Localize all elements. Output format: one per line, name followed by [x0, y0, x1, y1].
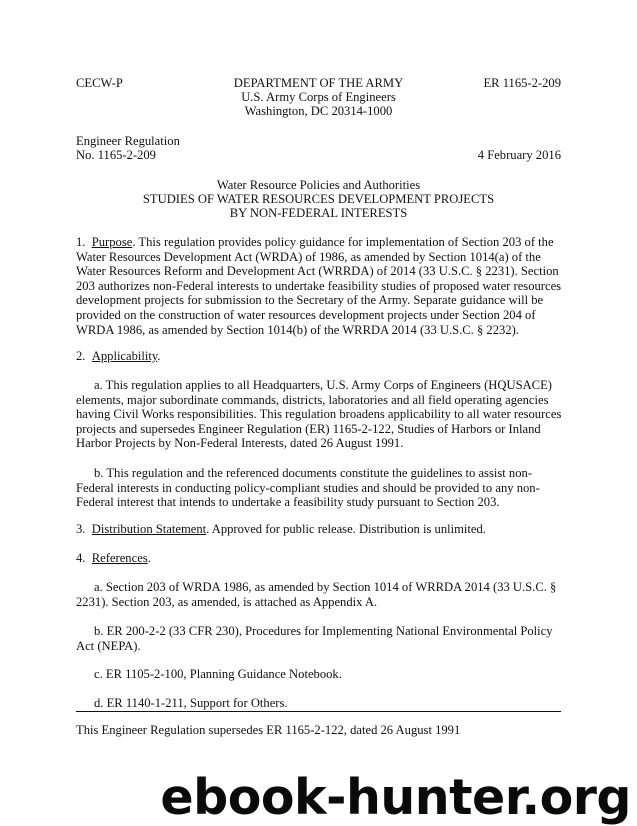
section-text: . Approved for public release. Distribution is unlimited.	[206, 522, 486, 536]
footer-rule	[76, 711, 561, 712]
watermark-text: ebook-hunter.org	[160, 769, 631, 826]
section-purpose	[76, 235, 564, 337]
paragraph-2a: a. This regulation applies to all Headquarters, U.S. Army Corps of Engineers (HQUSACE) elements, major subordinate commands, districts, laboratories and all field operating agencies having Civil Works responsibilities. This regulation broadens applicability to all water resources projects and supersedes Engineer Regulation (ER) 1165-2-122, Studies of Harbors or Inland Harbor Projects by Non-Federal Interests, dated 26 August 1991.	[76, 378, 562, 451]
section-heading: References	[91, 551, 148, 565]
section-suffix: .	[147, 551, 151, 565]
section-number: 4.	[76, 551, 86, 565]
section-text: . This regulation provides policy guidance for implementation of Section 203 of the Water Resources Development Act (WRDA) of 1986, as amended by Section 1014(a) of the Water Resources Reform and Development Act (WRRDA) of 2014 (33 U.S.C. § 2231). Section 203 authorizes non-Federal interests to undertake feasibility studies of proposed water resources development projects for submission to the Secretary of the Army. Separate guidance will be provided on the construction of water resources development projects under Section 204 of WRDA 1986, as amended by Section 1014(b) of the WRRDA 2014 (33 U.S.C. § 2232).	[76, 235, 562, 337]
regulation-type: Engineer Regulation	[76, 134, 180, 148]
section-number: 2.	[76, 349, 86, 363]
regulation-number-header: ER 1165-2-209	[483, 76, 561, 90]
reference-4a: a. Section 203 of WRDA 1986, as amended by Section 1014 of WRRDA 2014 (33 U.S.C. § 2231). Section 203, as amended, is attached as Appendix A.	[76, 580, 557, 609]
section-number: 1.	[76, 235, 86, 249]
title-line-1: Water Resource Policies and Authorities	[216, 178, 421, 192]
section-distribution	[76, 522, 564, 537]
reference-4c: c. ER 1105-2-100, Planning Guidance Notebook.	[94, 667, 342, 681]
section-heading: Purpose	[91, 235, 133, 249]
regulation-number: No. 1165-2-209	[76, 148, 156, 162]
section-suffix: .	[157, 349, 161, 363]
title-line-3: BY NON-FEDERAL INTERESTS	[229, 206, 408, 220]
reference-4b: b. ER 200-2-2 (33 CFR 230), Procedures for Implementing National Environmental Policy Act (NEPA).	[76, 624, 553, 653]
section-references	[76, 551, 564, 566]
section-number: 3.	[76, 522, 86, 536]
supersedes-note: This Engineer Regulation supersedes ER 1165-2-122, dated 26 August 1991	[76, 723, 461, 737]
agency-name: U.S. Army Corps of Engineers	[241, 90, 396, 104]
agency-address: Washington, DC 20314-1000	[244, 104, 393, 118]
office-symbol: CECW-P	[76, 76, 123, 90]
department-name: DEPARTMENT OF THE ARMY	[233, 76, 404, 90]
section-heading: Applicability	[91, 349, 158, 363]
reference-4d: d. ER 1140-1-211, Support for Others.	[94, 696, 288, 710]
paragraph-2b: b. This regulation and the referenced documents constitute the guidelines to assist non-Federal interests in conducting policy-compliant studies and should be provided to any non-Federal interest that intends to undertake a feasibility study pursuant to Section 203.	[76, 466, 540, 510]
title-line-2: STUDIES OF WATER RESOURCES DEVELOPMENT PROJECTS	[142, 192, 495, 206]
regulation-date: 4 February 2016	[477, 148, 561, 162]
section-heading: Distribution Statement	[91, 522, 207, 536]
section-applicability	[76, 349, 564, 364]
